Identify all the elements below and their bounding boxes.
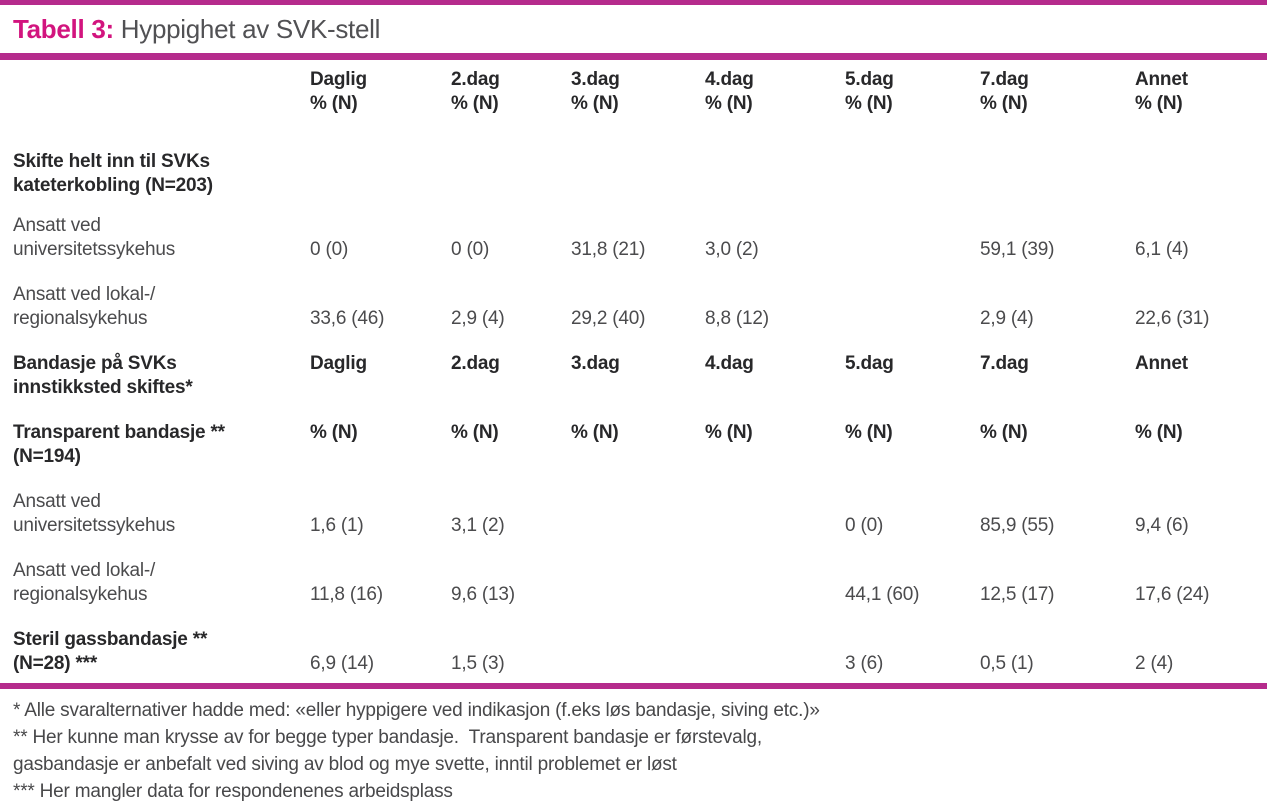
table-cell (695, 614, 835, 683)
table-cell: 7.dag (980, 353, 1029, 374)
table-cell: 85,9 (55) (980, 515, 1055, 536)
column-day-label: 5.dag (845, 69, 894, 90)
table-cell: 6,9 (14) (310, 653, 374, 674)
table-cell: 2.dag (451, 353, 500, 374)
table-cell: % (N) (1135, 422, 1183, 443)
footnote-line: *** Her mangler data for respondenenes arbeidsplass (13, 781, 453, 802)
table-cell: 31,8 (21) (571, 239, 646, 260)
table-cell (835, 138, 970, 200)
column-day-label: Annet (1135, 69, 1188, 90)
table-cell: Annet (1135, 353, 1188, 374)
table-cell: 2 (4) (1135, 653, 1174, 674)
table-cell: 0 (0) (451, 239, 490, 260)
table-cell: 2,9 (4) (980, 308, 1034, 329)
row-label-line: Ansatt ved (13, 491, 101, 512)
table-cell: 1,5 (3) (451, 653, 505, 674)
table-cell: 3,1 (2) (451, 515, 505, 536)
table-cell (835, 269, 970, 338)
column-header (695, 60, 835, 138)
column-header (300, 60, 441, 138)
row-label (0, 476, 300, 545)
table-cell: % (N) (451, 422, 499, 443)
table-cell: 9,4 (6) (1135, 515, 1189, 536)
frequency-table (0, 60, 1267, 683)
row-label-line: (N=28) *** (13, 653, 98, 674)
table-cell: 29,2 (40) (571, 308, 646, 329)
footnote-line: * Alle svaralternativer hadde med: «eller hyppigere ved indikasjon (f.eks løs bandasje, siving etc.)» (13, 700, 820, 721)
table-row-universitetssykehus (0, 476, 1267, 545)
table-row-section-transparent-bandasje (0, 407, 1267, 476)
column-unit-label: % (N) (1135, 93, 1183, 114)
column-header (561, 60, 695, 138)
row-label-line: regionalsykehus (13, 308, 148, 329)
table-cell: 9,6 (13) (451, 584, 515, 605)
table-cell: 12,5 (17) (980, 584, 1055, 605)
table-cell: Daglig (310, 353, 367, 374)
row-label-line: universitetssykehus (13, 239, 175, 260)
row-label-line: Steril gassbandasje ** (13, 629, 208, 650)
row-label-line: kateterkobling (N=203) (13, 175, 213, 196)
table-cell: 59,1 (39) (980, 239, 1055, 260)
table-cell: 1,6 (1) (310, 515, 364, 536)
row-label-line: Transparent bandasje ** (13, 422, 225, 443)
column-unit-label: % (N) (310, 93, 358, 114)
table-cell (561, 545, 695, 614)
table-cell (695, 138, 835, 200)
row-label-line: universitetssykehus (13, 515, 175, 536)
footnote-line: gasbandasje er anbefalt ved siving av blod og mye svette, inntil problemet er løst (13, 754, 677, 775)
row-label (0, 200, 300, 269)
table-cell: % (N) (705, 422, 753, 443)
column-day-label: Daglig (310, 69, 367, 90)
table-cell (441, 138, 561, 200)
footnote-line: ** Her kunne man krysse av for begge typer bandasje. Transparent bandasje er førstevalg, (13, 727, 762, 748)
table-cell (300, 138, 441, 200)
table-cell: % (N) (980, 422, 1028, 443)
row-label-line: Ansatt ved (13, 215, 101, 236)
table-cell: 17,6 (24) (1135, 584, 1210, 605)
column-unit-label: % (N) (980, 93, 1028, 114)
row-label-line: Skifte helt inn til SVKs (13, 151, 210, 172)
row-label (0, 138, 300, 200)
column-header (970, 60, 1125, 138)
table-cell (835, 200, 970, 269)
table-row-lokal-regionalsykehus (0, 269, 1267, 338)
table-cell (695, 476, 835, 545)
table-cell: 3 (6) (845, 653, 884, 674)
table-row-steril-gassbandasje (0, 614, 1267, 683)
table-cell: 5.dag (845, 353, 894, 374)
column-day-label: 4.dag (705, 69, 754, 90)
table-cell: 44,1 (60) (845, 584, 920, 605)
table-cell: 11,8 (16) (310, 584, 383, 605)
table-row-section-kateterkobling (0, 138, 1267, 200)
table-cell: 8,8 (12) (705, 308, 769, 329)
table-cell: 22,6 (31) (1135, 308, 1210, 329)
table-title-number: Tabell 3: (13, 14, 114, 44)
row-label-line: Ansatt ved lokal-/ (13, 560, 156, 581)
table-cell: % (N) (845, 422, 893, 443)
table-title (0, 5, 1267, 53)
row-label-line: innstikksted skiftes* (13, 377, 193, 398)
column-header (1125, 60, 1267, 138)
row-label-line: regionalsykehus (13, 584, 148, 605)
table-cell: 3,0 (2) (705, 239, 759, 260)
table-cell: 0 (0) (845, 515, 884, 536)
column-day-label: 2.dag (451, 69, 500, 90)
row-label (0, 338, 300, 407)
column-unit-label: % (N) (705, 93, 753, 114)
row-label-line: Bandasje på SVKs (13, 353, 177, 374)
table-cell: % (N) (571, 422, 619, 443)
row-label (0, 614, 300, 683)
table-cell (561, 614, 695, 683)
table-title-text: Hyppighet av SVK-stell (120, 14, 381, 44)
column-unit-label: % (N) (845, 93, 893, 114)
table-cell (561, 138, 695, 200)
table-cell: 6,1 (4) (1135, 239, 1189, 260)
table-cell: 33,6 (46) (310, 308, 385, 329)
footnotes (0, 689, 1267, 805)
table-cell (695, 545, 835, 614)
column-unit-label: % (N) (571, 93, 619, 114)
row-label-line: (N=194) (13, 446, 81, 467)
table-row-section-bandasje (0, 338, 1267, 407)
row-label (0, 545, 300, 614)
row-label-line: Ansatt ved lokal-/ (13, 284, 156, 305)
table-cell: 0 (0) (310, 239, 349, 260)
table-cell: 0,5 (1) (980, 653, 1034, 674)
header-divider (0, 53, 1267, 60)
row-label (0, 269, 300, 338)
table-row-universitetssykehus (0, 200, 1267, 269)
table-cell (1125, 138, 1267, 200)
table-cell: % (N) (310, 422, 358, 443)
table-row-lokal-regionalsykehus (0, 545, 1267, 614)
column-unit-label: % (N) (451, 93, 499, 114)
table-header-row (0, 60, 1267, 138)
column-day-label: 3.dag (571, 69, 620, 90)
table-cell: 3.dag (571, 353, 620, 374)
column-day-label: 7.dag (980, 69, 1029, 90)
header-empty-cell (0, 60, 300, 138)
column-header (835, 60, 970, 138)
table-cell: 4.dag (705, 353, 754, 374)
table-cell (561, 476, 695, 545)
table-cell: 2,9 (4) (451, 308, 505, 329)
column-header (441, 60, 561, 138)
table-cell (970, 138, 1125, 200)
row-label (0, 407, 300, 476)
